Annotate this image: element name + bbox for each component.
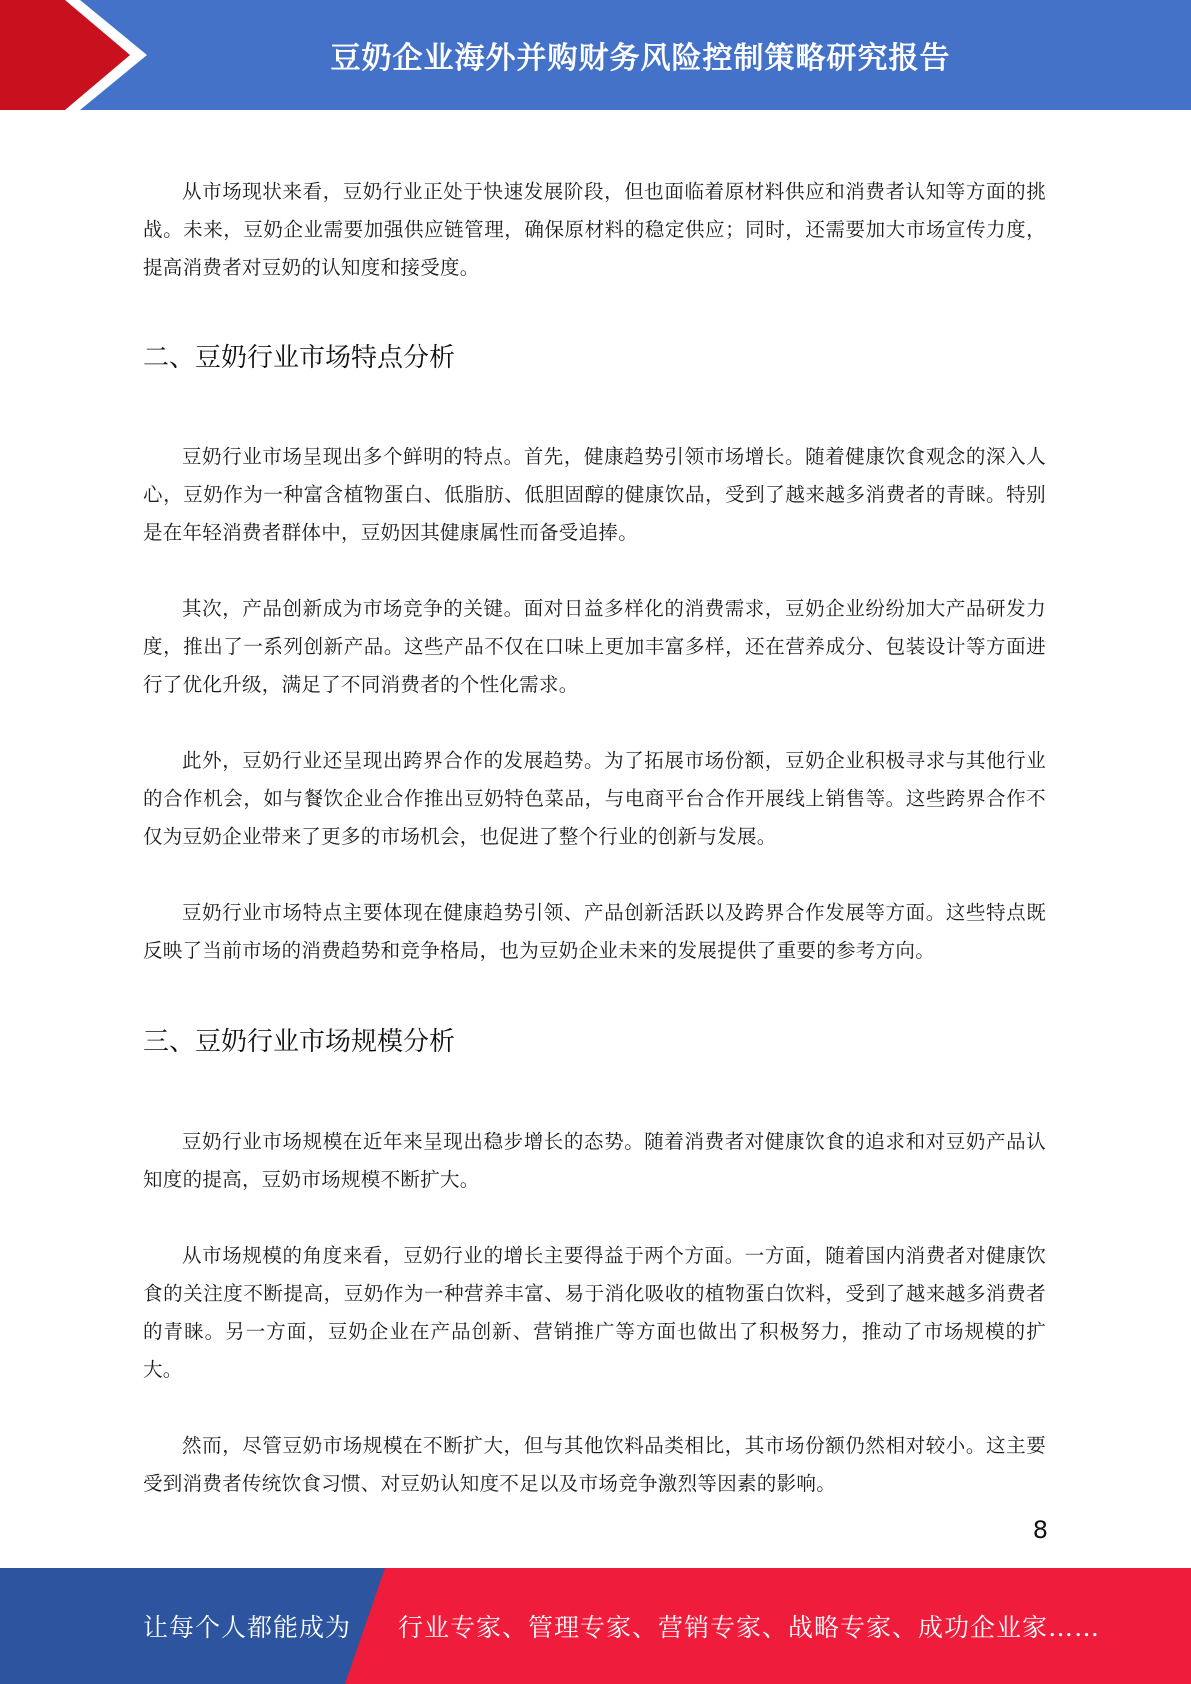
section-heading-market-features: 二、豆奶行业市场特点分析 [143,343,456,373]
paragraph-size-growth: 豆奶行业市场规模在近年来呈现出稳步增长的态势。随着消费者对健康饮食的追求和对豆奶产品认知度的提高，豆奶市场规模不断扩大。 [143,1130,1046,1191]
footer-slogan-left: 让每个人都能成为 [143,1613,352,1642]
paragraph-market-status: 从市场现状来看，豆奶行业正处于快速发展阶段，但也面临着原材料供应和消费者认知等方面的挑战。未来，豆奶企业需要加强供应链管理，确保原材料的稳定供应；同时，还需要加大市场宣传力度，提高消费者对豆奶的认知度和接受度。 [143,180,1046,279]
page-header [0,0,1191,110]
paragraph-cross-industry: 此外，豆奶行业还呈现出跨界合作的发展趋势。为了拓展市场份额，豆奶企业积极寻求与其他行业的合作机会，如与餐饮企业合作推出豆奶特色菜品，与电商平台合作开展线上销售等。这些跨界合作不仅为豆奶企业带来了更多的市场机会，也促进了整个行业的创新与发展。 [143,749,1046,848]
paragraph-market-share: 然而，尽管豆奶市场规模在不断扩大，但与其他饮料品类相比，其市场份额仍然相对较小。这主要受到消费者传统饮食习惯、对豆奶认知度不足以及市场竞争激烈等因素的影响。 [143,1434,1046,1495]
report-title: 豆奶企业海外并购财务风险控制策略研究报告 [330,41,951,76]
paragraph-product-innovation: 其次，产品创新成为市场竞争的关键。面对日益多样化的消费需求，豆奶企业纷纷加大产品研发力度，推出了一系列创新产品。这些产品不仅在口味上更加丰富多样，还在营养成分、包装设计等方面进行了优化升级，满足了不同消费者的个性化需求。 [143,597,1046,696]
page-footer [0,1568,1191,1684]
footer-slogan-right: 行业专家、管理专家、营销专家、战略专家、成功企业家…… [398,1613,1101,1642]
section-heading-market-size: 三、豆奶行业市场规模分析 [143,1027,456,1057]
page-content [143,160,1046,1503]
paragraph-features-summary: 豆奶行业市场特点主要体现在健康趋势引领、产品创新活跃以及跨界合作发展等方面。这些特点既反映了当前市场的消费趋势和竞争格局，也为豆奶企业未来的发展提供了重要的参考方向。 [143,901,1046,962]
page-number: 8 [1032,1516,1048,1544]
header-chevron-decoration [0,0,160,110]
paragraph-growth-drivers: 从市场规模的角度来看，豆奶行业的增长主要得益于两个方面。一方面，随着国内消费者对健康饮食的关注度不断提高，豆奶作为一种营养丰富、易于消化吸收的植物蛋白饮料，受到了越来越多消费者的青睐。另一方面，豆奶企业在产品创新、营销推广等方面也做出了积极努力，推动了市场规模的扩大。 [143,1244,1046,1381]
paragraph-health-trend: 豆奶行业市场呈现出多个鲜明的特点。首先，健康趋势引领市场增长。随着健康饮食观念的深入人心，豆奶作为一种富含植物蛋白、低脂肪、低胆固醇的健康饮品，受到了越来越多消费者的青睐。特别是在年轻消费者群体中，豆奶因其健康属性而备受追捧。 [143,445,1046,544]
